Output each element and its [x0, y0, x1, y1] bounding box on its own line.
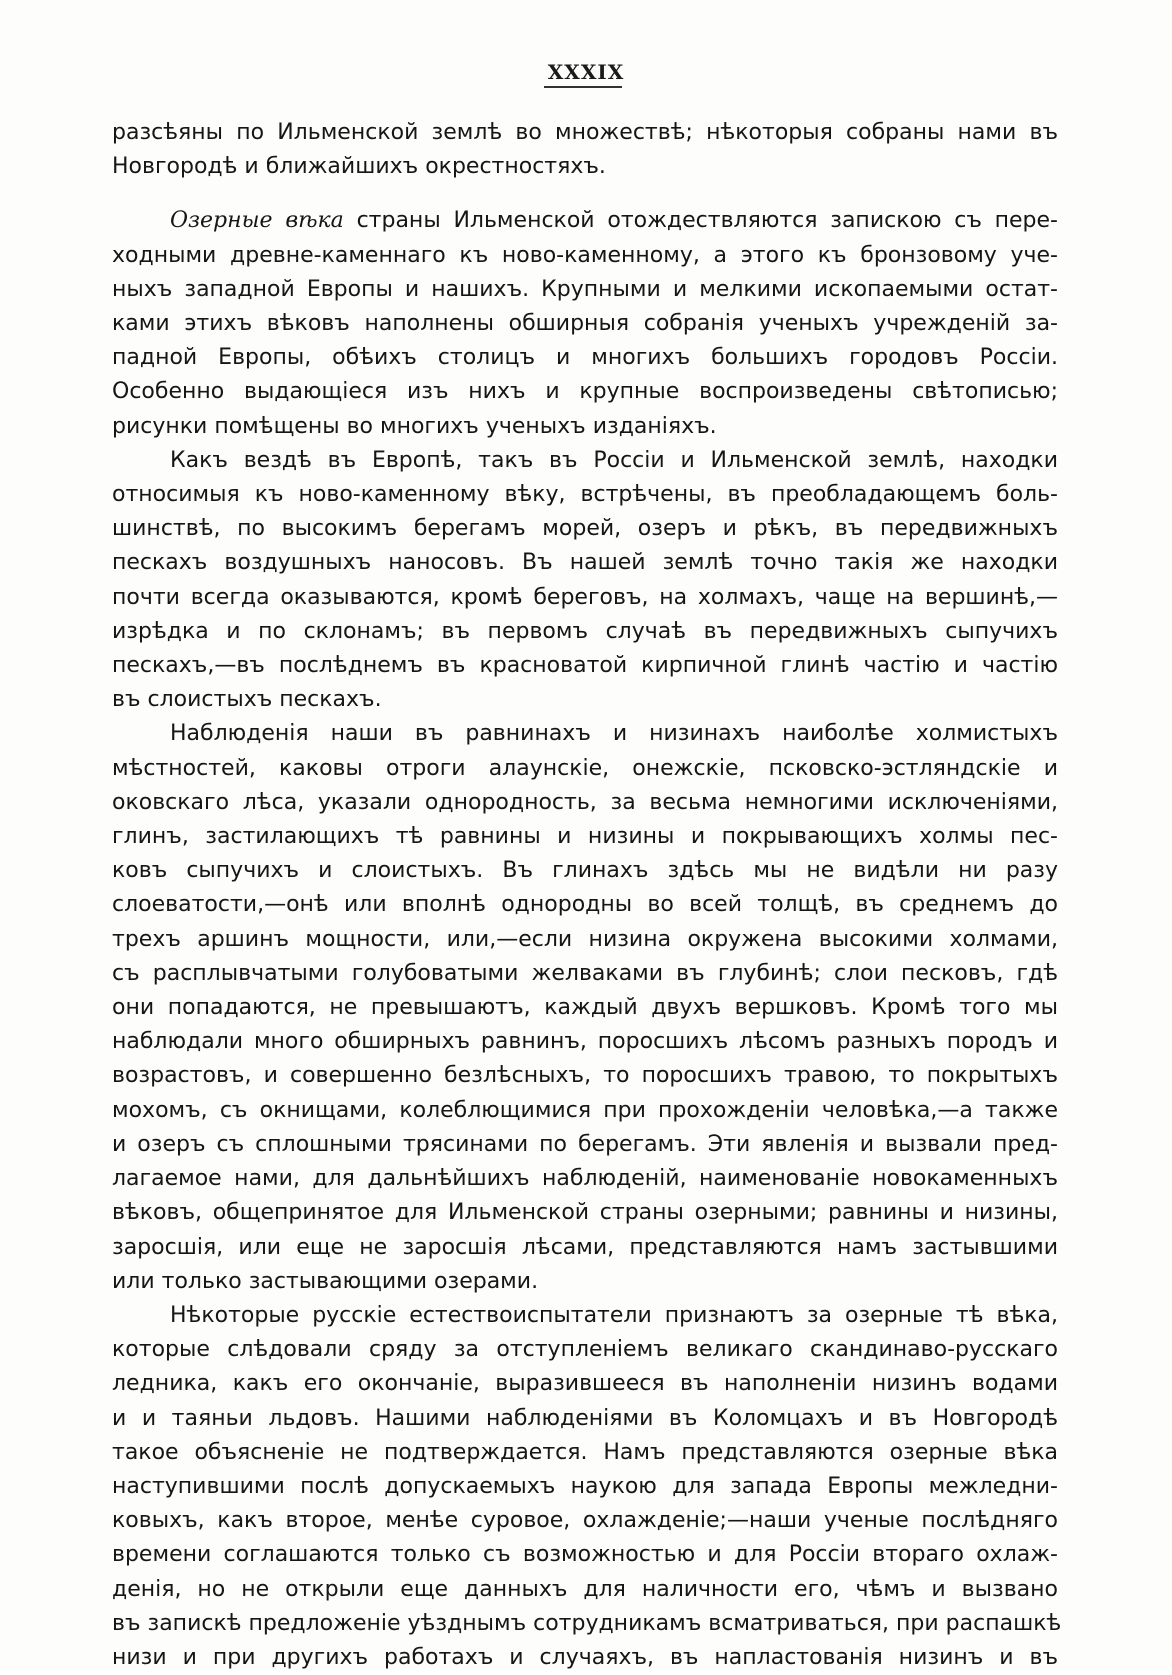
text-line: пескахъ воздушныхъ наносовъ. Въ нашей землѣ точно такія же находки [112, 550, 1058, 576]
text-line: возрастовъ, и совершенно безлѣсныхъ, то поросшихъ травою, то покрытыхъ [112, 1063, 1058, 1089]
text-line: и и таяньи льдовъ. Нашими наблюденіями въ Коломцахъ и въ Новгородѣ [112, 1405, 1058, 1431]
text-line: рисунки помѣщены во многихъ ученыхъ изданіяхъ. [112, 413, 717, 439]
text-line: изрѣдка и по склонамъ; въ первомъ случаѣ въ передвижныхъ сыпучихъ [112, 618, 1058, 644]
text-line: Особенно выдающіеся изъ нихъ и крупные воспроизведены свѣтописью; [112, 379, 1058, 405]
text-line: и озеръ съ сплошными трясинами по берегамъ. Эти явленія и вызвали пред- [112, 1131, 1058, 1157]
text-line: Какъ вездѣ въ Европѣ, такъ въ Россіи и Ильменской землѣ, находки [170, 447, 1058, 473]
text-line: наступившими послѣ допускаемыхъ наукою для запада Европы межледни- [112, 1473, 1058, 1499]
text-line: лагаемое нами, для дальнѣйшихъ наблюденій, наименованіе новокаменныхъ [112, 1166, 1058, 1192]
text-line: падной Европы, обѣихъ столицъ и многихъ большихъ городовъ Россіи. [112, 345, 1058, 371]
text-line: такое объясненіе не подтверждается. Намъ представляются озерные вѣка [112, 1439, 1058, 1465]
text-line: заросшія, или еще не заросшія лѣсами, представляются намъ застывшими [112, 1234, 1058, 1260]
italic-term: Озерные вѣка [170, 208, 344, 234]
text-line: они попадаются, не превышаютъ, каждый двухъ вершковъ. Кромѣ того мы [112, 995, 1058, 1021]
text-line: разсѣяны по Ильменской землѣ во множествѣ; нѣкоторыя собраны нами въ [112, 120, 1058, 145]
text-line: ками этихъ вѣковъ наполнены обширныя собранія ученыхъ учрежденій за- [112, 311, 1058, 337]
text-line: низи и при другихъ работахъ и случаяхъ, въ напластованія низинъ и въ [112, 1644, 1058, 1670]
text-line: оковскаго лѣса, указали однородность, за весьма немногими исключеніями, [112, 789, 1058, 815]
text-line: времени соглашаются только съ возможностью и для Россіи втораго охлаж- [112, 1542, 1058, 1568]
text-line: въ слоистыхъ пескахъ. [112, 687, 382, 713]
text-line: Новгородѣ и ближайшихъ окрестностяхъ. [112, 154, 606, 180]
paragraph-gap [112, 184, 1058, 204]
text-line: мѣстностей, каковы отроги алаунскіе, онежскіе, псковско-эстляндскіе и [112, 755, 1058, 781]
text-line: съ расплывчатыми голубоватыми желваками въ глубинѣ; слои песковъ, гдѣ [112, 960, 1058, 986]
text-line-rest: страны Ильменской отождествляются запискою съ пере- [356, 208, 1058, 234]
page-number-underline [544, 86, 622, 88]
text-line: почти всегда оказываются, кромѣ береговъ, на холмахъ, чаще на вершинѣ,— [112, 584, 1058, 610]
text-line: Наблюденія наши въ равнинахъ и низинахъ наиболѣе холмистыхъ [170, 721, 1058, 747]
text-line: глинъ, застилающихъ тѣ равнины и низины и покрывающихъ холмы пес- [112, 824, 1058, 850]
text-line: слоеватости,—онѣ или вполнѣ однородны во всей толщѣ, въ среднемъ до [112, 892, 1058, 918]
text-line: ковыхъ, какъ второе, менѣе суровое, охлажденіе;—наши ученые послѣдняго [112, 1508, 1058, 1534]
text-line: ныхъ западной Европы и нашихъ. Крупными и мелкими ископаемыми остат- [112, 276, 1058, 302]
text-line: Нѣкоторые русскіе естествоиспытатели признаютъ за озерные тѣ вѣка, [170, 1302, 1058, 1328]
page-number: XXXIX [547, 60, 625, 84]
text-line: ковъ сыпучихъ и слоистыхъ. Въ глинахъ здѣсь мы не видѣли ни разу [112, 858, 1058, 884]
text-line: пескахъ,—въ послѣднемъ въ красноватой кирпичной глинѣ частію и частію [112, 653, 1058, 679]
text-line: которые слѣдовали сряду за отступленіемъ великаго скандинаво-русскаго [112, 1337, 1058, 1363]
text-line: ходными древне-каменнаго къ ново-каменному, а этого къ бронзовому уче- [112, 242, 1058, 268]
text-line: вѣковъ, общепринятое для Ильменской страны озерными; равнины и низины, [112, 1200, 1058, 1226]
text-body [112, 116, 1062, 1675]
text-line: наблюдали много обширныхъ равнинъ, поросшихъ лѣсомъ разныхъ породъ и [112, 1029, 1058, 1055]
text-line: или только застывающими озерами. [112, 1268, 539, 1294]
text-line: относимыя къ ново-каменному вѣку, встрѣчены, въ преобладающемъ боль- [112, 482, 1058, 508]
text-line: шинствѣ, по высокимъ берегамъ морей, озеръ и рѣкъ, въ передвижныхъ [112, 516, 1058, 542]
text-line: мохомъ, съ окнищами, колеблющимися при прохожденіи человѣка,—а также [112, 1097, 1058, 1123]
text-line: въ запискѣ предложеніе уѣзднымъ сотрудникамъ всматриваться, при распашкѣ [112, 1610, 1062, 1636]
text-line [112, 204, 1058, 238]
text-line: денія, но не открыли еще данныхъ для наличности его, чѣмъ и вызвано [112, 1576, 1058, 1602]
text-line: ледника, какъ его окончаніе, выразившееся въ наполненіи низинъ водами [112, 1371, 1058, 1397]
text-line: трехъ аршинъ мощности, или,—если низина окружена высокими холмами, [112, 926, 1058, 952]
